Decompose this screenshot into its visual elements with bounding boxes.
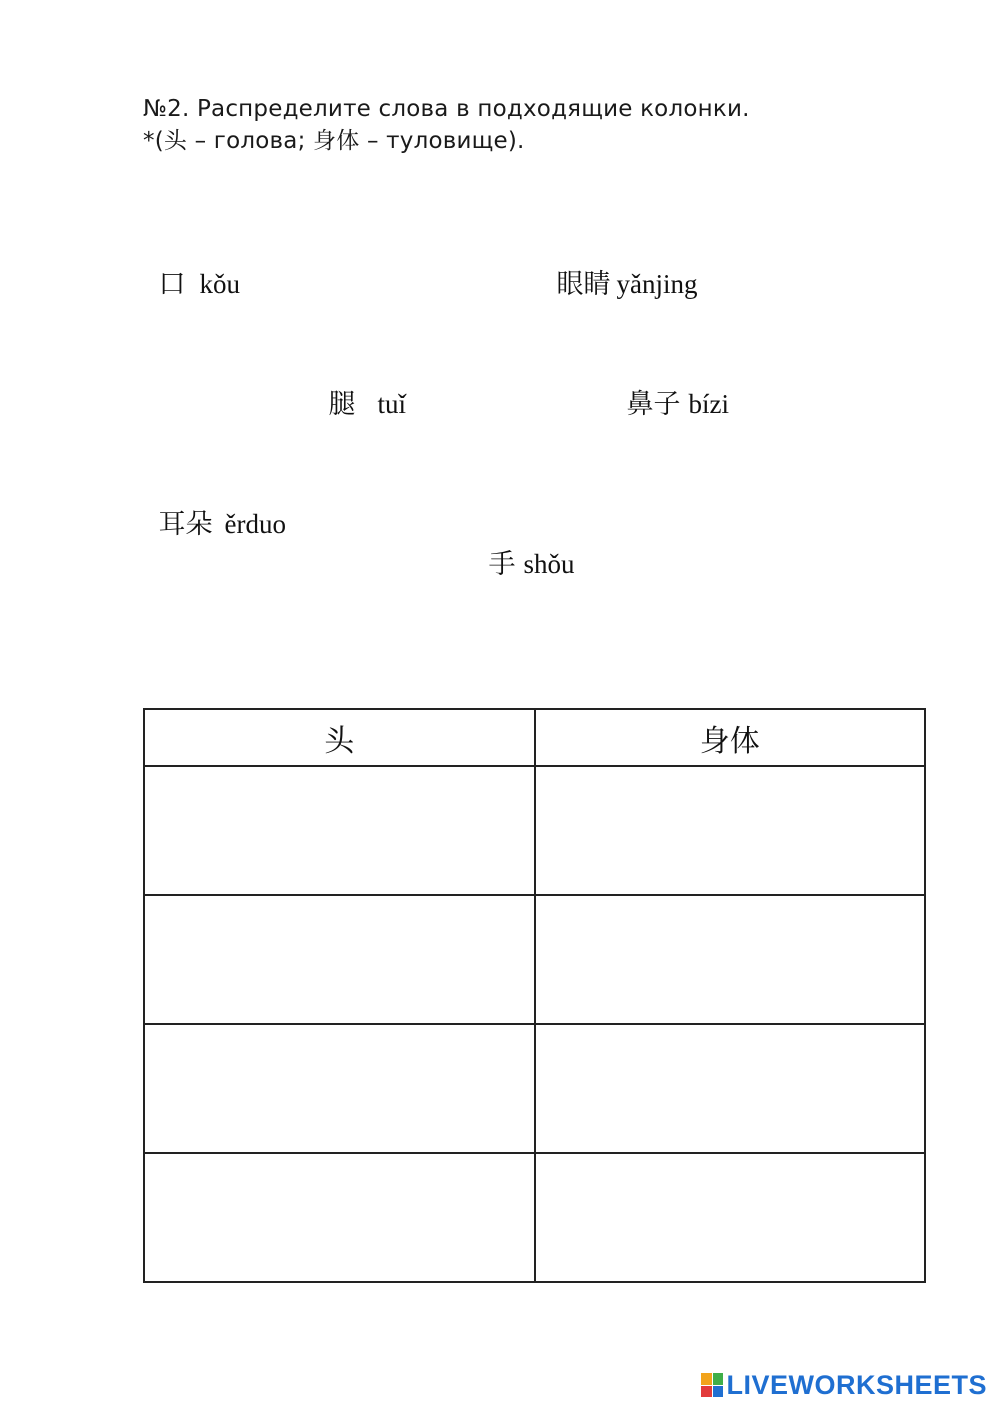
- word-card-tui[interactable]: [315, 353, 406, 421]
- drop-cell-body[interactable]: [535, 895, 926, 1024]
- word-card-bizi[interactable]: [613, 353, 729, 421]
- word-card-kou[interactable]: [145, 233, 240, 301]
- logo-text: LIVEWORKSHEETS: [726, 1369, 987, 1400]
- word-pinyin: kǒu: [199, 269, 240, 299]
- word-pinyin: yǎnjing: [616, 269, 698, 299]
- logo-badge-icon: [701, 1373, 723, 1397]
- word-pinyin: shǒu: [523, 549, 575, 579]
- drop-cell-head[interactable]: [144, 1024, 535, 1153]
- table-header-row: [144, 709, 925, 766]
- table-row: [144, 1024, 925, 1153]
- drop-cell-head[interactable]: [144, 766, 535, 895]
- word-pinyin: tuǐ: [377, 389, 407, 419]
- drop-cell-head[interactable]: [144, 1153, 535, 1282]
- word-hanzi: 口: [158, 269, 186, 299]
- table-row: [144, 766, 925, 895]
- word-hanzi: 耳朵: [158, 509, 213, 539]
- column-header-head: 头: [144, 709, 535, 766]
- word-hanzi: 手: [488, 549, 516, 579]
- instruction-line-2: *(头 – голова; 身体 – туловище).: [143, 128, 525, 154]
- word-card-yanjing[interactable]: [543, 233, 698, 301]
- drop-cell-head[interactable]: [144, 895, 535, 1024]
- word-hanzi: 眼睛: [556, 269, 611, 299]
- drop-cell-body[interactable]: [535, 766, 926, 895]
- table-row: [144, 895, 925, 1024]
- sorting-table: [143, 708, 926, 1283]
- column-header-body: 身体: [535, 709, 926, 766]
- word-card-erduo[interactable]: [145, 473, 286, 541]
- word-hanzi: 腿: [328, 389, 356, 419]
- drop-cell-body[interactable]: [535, 1153, 926, 1282]
- word-card-shou[interactable]: [475, 513, 575, 581]
- word-hanzi: 鼻子: [626, 389, 681, 419]
- table-row: [144, 1153, 925, 1282]
- instruction-line-1: №2. Распределите слова в подходящие колонки.: [143, 96, 750, 122]
- word-pinyin: ěrduo: [224, 509, 286, 539]
- word-pinyin: bízi: [688, 389, 729, 419]
- liveworksheets-logo: [701, 1370, 987, 1400]
- drop-cell-body[interactable]: [535, 1024, 926, 1153]
